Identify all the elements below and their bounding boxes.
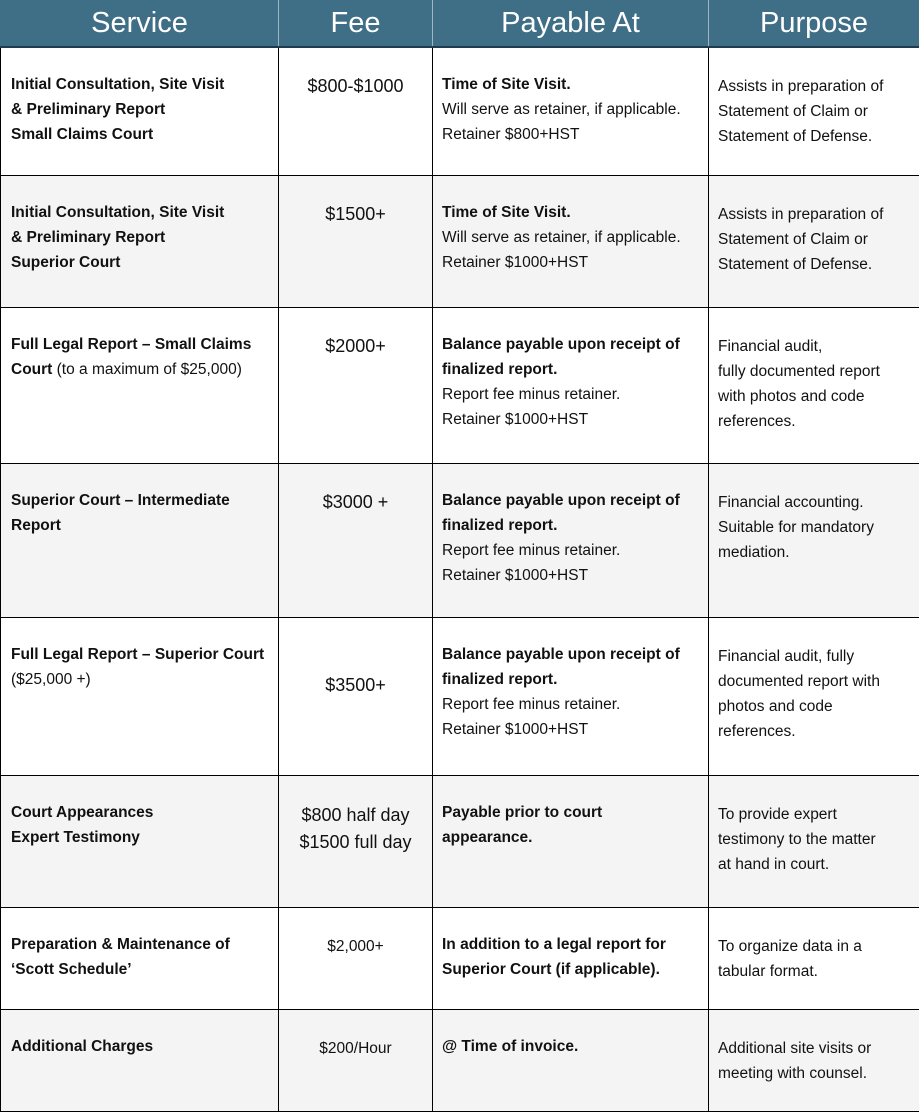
header-service: Service (1, 0, 279, 47)
fee-cell (279, 775, 433, 907)
payable-cell (433, 175, 709, 307)
purpose-cell (709, 307, 919, 463)
purpose-line: Financial audit, (718, 337, 823, 355)
purpose-line: To organize data in a (718, 937, 862, 955)
purpose-line: Suitable for mandatory (718, 518, 874, 536)
service-line: Report (11, 516, 61, 534)
service-line: Initial Consultation, Site Visit (11, 203, 225, 221)
purpose-cell (709, 775, 919, 907)
service-line: Full Legal Report – Superior Court (11, 645, 265, 663)
fee-cell (279, 907, 433, 1009)
fee-cell (279, 47, 433, 175)
payable-bold: finalized report. (442, 516, 558, 534)
purpose-line: Statement of Claim or (718, 103, 868, 120)
payable-cell (433, 47, 709, 175)
fee-value: $2,000+ (327, 937, 384, 955)
purpose-line: fully documented report (718, 362, 880, 380)
payable-bold: Time of Site Visit. (442, 203, 571, 221)
fee-cell (279, 175, 433, 307)
purpose-line: references. (718, 412, 796, 430)
payable-cell (433, 1009, 709, 1111)
purpose-line: at hand in court. (718, 855, 830, 873)
purpose-line: Additional site visits or (718, 1039, 872, 1057)
table-row (1, 775, 919, 907)
payable-cell (433, 907, 709, 1009)
service-line: Small Claims Court (11, 126, 154, 143)
purpose-cell (709, 463, 919, 617)
payable-bold: Payable prior to court (442, 803, 603, 821)
service-cell (1, 907, 279, 1009)
purpose-line: mediation. (718, 543, 790, 561)
payable-line: Retainer $1000+HST (442, 410, 589, 428)
service-cell (1, 463, 279, 617)
table-row (1, 907, 919, 1009)
purpose-cell (709, 47, 919, 175)
purpose-line: Financial accounting. (718, 493, 864, 511)
header-purpose: Purpose (709, 0, 919, 47)
payable-line: Report fee minus retainer. (442, 541, 621, 559)
purpose-line: references. (718, 722, 796, 740)
purpose-line: testimony to the matter (718, 830, 876, 848)
service-cell (1, 47, 279, 175)
fee-cell (279, 1009, 433, 1111)
purpose-cell (709, 175, 919, 307)
fee-value: $3000 + (322, 491, 389, 512)
service-line: Additional Charges (11, 1037, 154, 1055)
purpose-line: Statement of Defense. (718, 128, 873, 145)
service-line: Superior Court (11, 253, 121, 271)
payable-cell (433, 617, 709, 775)
payable-bold: finalized report. (442, 360, 558, 378)
fee-cell (279, 463, 433, 617)
payable-bold: appearance. (442, 828, 533, 846)
purpose-line: To provide expert (718, 805, 837, 823)
service-cell (1, 775, 279, 907)
service-cell (1, 307, 279, 463)
payable-bold: Balance payable upon receipt of (442, 491, 680, 509)
service-line: & Preliminary Report (11, 228, 166, 246)
fee-value: $2000+ (325, 335, 386, 356)
fee-cell (279, 617, 433, 775)
payable-line: Retainer $800+HST (442, 126, 580, 143)
service-line: Preparation & Maintenance of (11, 935, 230, 953)
service-cell (1, 617, 279, 775)
service-cell (1, 175, 279, 307)
purpose-line: tabular format. (718, 962, 818, 980)
payable-line: Will serve as retainer, if applicable. (442, 228, 681, 246)
payable-line: Report fee minus retainer. (442, 385, 621, 403)
payable-line: Retainer $1000+HST (442, 253, 589, 271)
payable-bold: finalized report. (442, 670, 558, 688)
payable-bold: @ Time of invoice. (442, 1037, 579, 1055)
fee-value: $200/Hour (319, 1039, 392, 1057)
service-line: & Preliminary Report (11, 101, 166, 118)
table-row (1, 617, 919, 775)
table-row (1, 47, 919, 175)
header-payable-at: Payable At (433, 0, 709, 47)
service-line: ‘Scott Schedule’ (11, 960, 132, 978)
fee-value: $3500+ (325, 674, 386, 695)
payable-bold: Superior Court (if applicable). (442, 960, 660, 978)
payable-cell (433, 775, 709, 907)
payable-bold: Time of Site Visit. (442, 76, 571, 93)
purpose-line: Assists in preparation of (718, 78, 884, 95)
service-note: (to a maximum of $25,000) (52, 360, 242, 378)
service-line: Initial Consultation, Site Visit (11, 76, 225, 93)
table-row (1, 1009, 919, 1111)
service-line: Expert Testimony (11, 828, 140, 846)
payable-cell (433, 307, 709, 463)
purpose-line: with photos and code (718, 387, 865, 405)
fee-value: $1500+ (325, 203, 386, 224)
table-row (1, 463, 919, 617)
purpose-line: meeting with counsel. (718, 1064, 868, 1082)
service-line: Court Appearances (11, 803, 154, 821)
table-row (1, 175, 919, 307)
payable-line: Retainer $1000+HST (442, 566, 589, 584)
purpose-cell (709, 907, 919, 1009)
service-line: Superior Court – Intermediate (11, 491, 230, 509)
purpose-line: Financial audit, fully (718, 647, 855, 665)
payable-line: Report fee minus retainer. (442, 695, 621, 713)
payable-cell (433, 463, 709, 617)
payable-line: Retainer $1000+HST (442, 720, 589, 738)
service-cell (1, 1009, 279, 1111)
service-line: Court (11, 360, 53, 378)
header-fee: Fee (279, 0, 433, 47)
payable-bold: Balance payable upon receipt of (442, 335, 680, 353)
fee-value: $800-$1000 (307, 76, 404, 96)
purpose-line: Statement of Defense. (718, 255, 873, 273)
payable-bold: In addition to a legal report for (442, 935, 666, 953)
purpose-line: documented report with (718, 672, 880, 690)
payable-line: Will serve as retainer, if applicable. (442, 101, 681, 118)
purpose-line: Statement of Claim or (718, 230, 868, 248)
table-row (1, 307, 919, 463)
header-row (1, 0, 919, 47)
purpose-line: photos and code (718, 697, 833, 715)
service-note: ($25,000 +) (11, 670, 91, 688)
purpose-line: Assists in preparation of (718, 205, 884, 223)
payable-bold: Balance payable upon receipt of (442, 645, 680, 663)
fee-value: $1500 full day (299, 831, 412, 852)
fee-value: $800 half day (301, 804, 410, 825)
purpose-cell (709, 1009, 919, 1111)
service-line: Full Legal Report – Small Claims (11, 335, 252, 353)
fee-cell (279, 307, 433, 463)
purpose-cell (709, 617, 919, 775)
